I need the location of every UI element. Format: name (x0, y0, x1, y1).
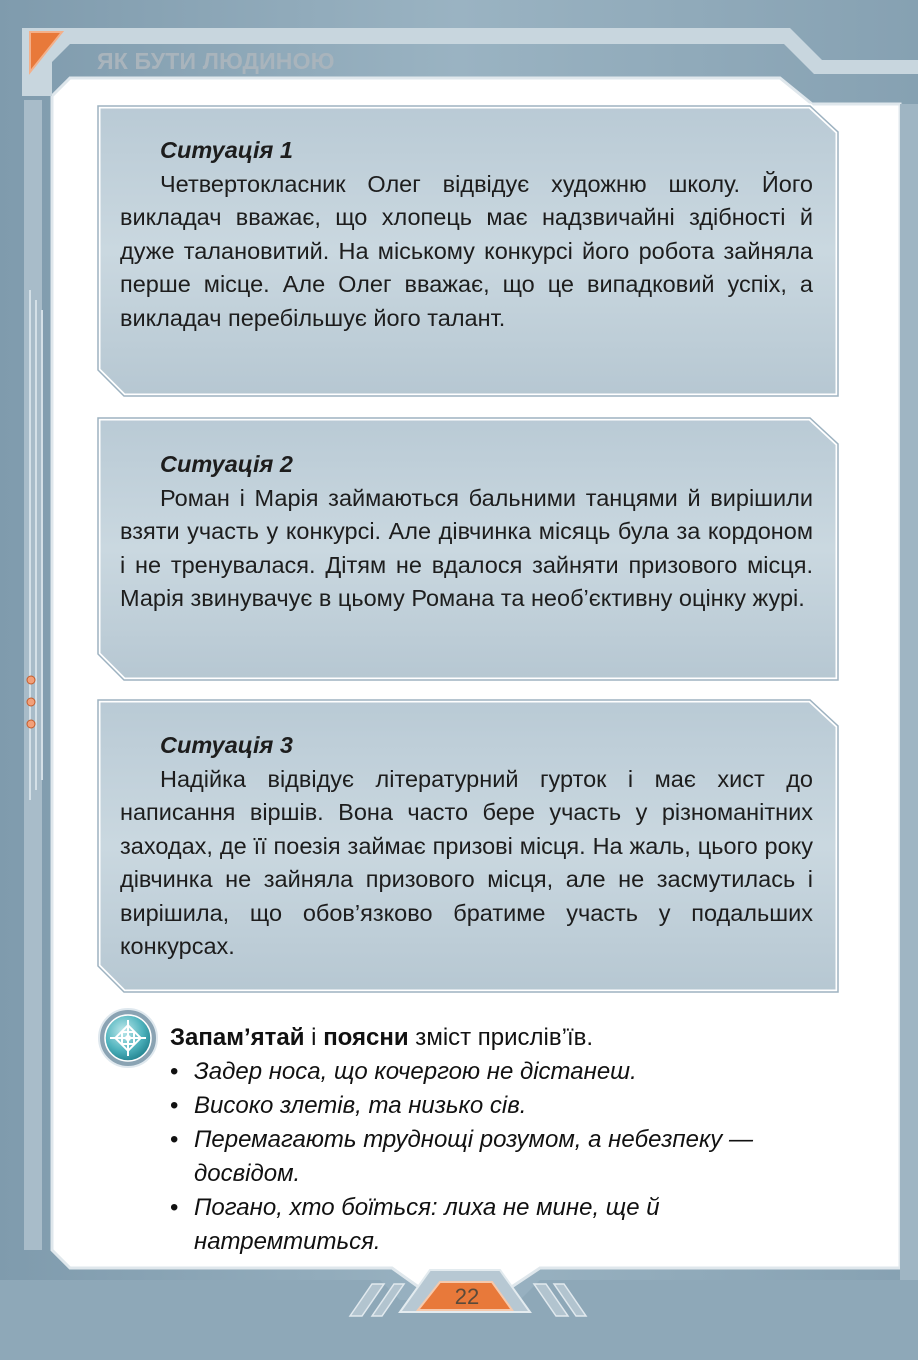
list-item (170, 1191, 840, 1259)
situation-title: Ситуація 2 (160, 451, 293, 477)
situation-title: Ситуація 3 (160, 732, 293, 758)
proverb-text: Задер носа, що кочергою не дістанеш. (194, 1058, 637, 1085)
situation-text: Четвертокласник Олег відвідує художню школу. Його викладач вважає, що хлопець має надзвичайні здібності й дуже талановитий. На міському конкурсі його робота зайняла перше місце. Але Олег вважає, що це випадковий успіх, а викладач перебільшує його талант. (120, 170, 813, 331)
list-item (170, 1089, 840, 1123)
situation-1 (120, 134, 813, 335)
remember-word: Запам’ятай (170, 1024, 305, 1051)
bullet: • (170, 1092, 179, 1119)
situation-2 (120, 448, 813, 616)
situation-text: Надійка відвідує літературний гурток і має хист до написання віршів. Вона часто бере участь у різноманітних заходах, де її поезія займає призові місця. На жаль, цього року дівчинка не зайняла призового місця, але не засмутилась і вирішила, що обов’язково братиме участь у подальших конкурсах. (120, 765, 813, 959)
remember-section (170, 1021, 840, 1259)
proverb-text: Високо злетів, та низько сів. (194, 1092, 527, 1119)
explain-word: поясни (323, 1024, 409, 1051)
situation-text: Роман і Марія займаються бальними танцями й вирішили взяти участь у конкурсі. Але дівчинка місяць була за кордоном і не тренувалася. Дітям не вдалося зайняти призового місця. Марія звинувачує в цьому Романа та необ’єктивну оцінку журі. (120, 484, 813, 611)
proverb-text: Погано, хто боїться: лиха не мине, ще й натремтиться. (194, 1194, 660, 1255)
heading-connector: і (304, 1024, 324, 1051)
page-number: 22 (454, 1284, 480, 1309)
list-item (170, 1055, 840, 1089)
list-item (170, 1123, 840, 1191)
situation-3 (120, 729, 813, 964)
proverb-list (170, 1055, 840, 1259)
bullet: • (170, 1194, 179, 1221)
proverb-text: Перемагають труднощі розумом, а небезпеку — досвідом. (194, 1126, 753, 1187)
heading-rest: зміст прислів’їв. (408, 1024, 594, 1051)
situation-title: Ситуація 1 (160, 137, 293, 163)
bullet: • (170, 1058, 179, 1085)
ornament-icon (99, 1009, 157, 1067)
remember-heading (170, 1021, 840, 1055)
bullet: • (170, 1126, 179, 1153)
section-title: ЯК БУТИ ЛЮДИНОЮ (97, 48, 335, 74)
